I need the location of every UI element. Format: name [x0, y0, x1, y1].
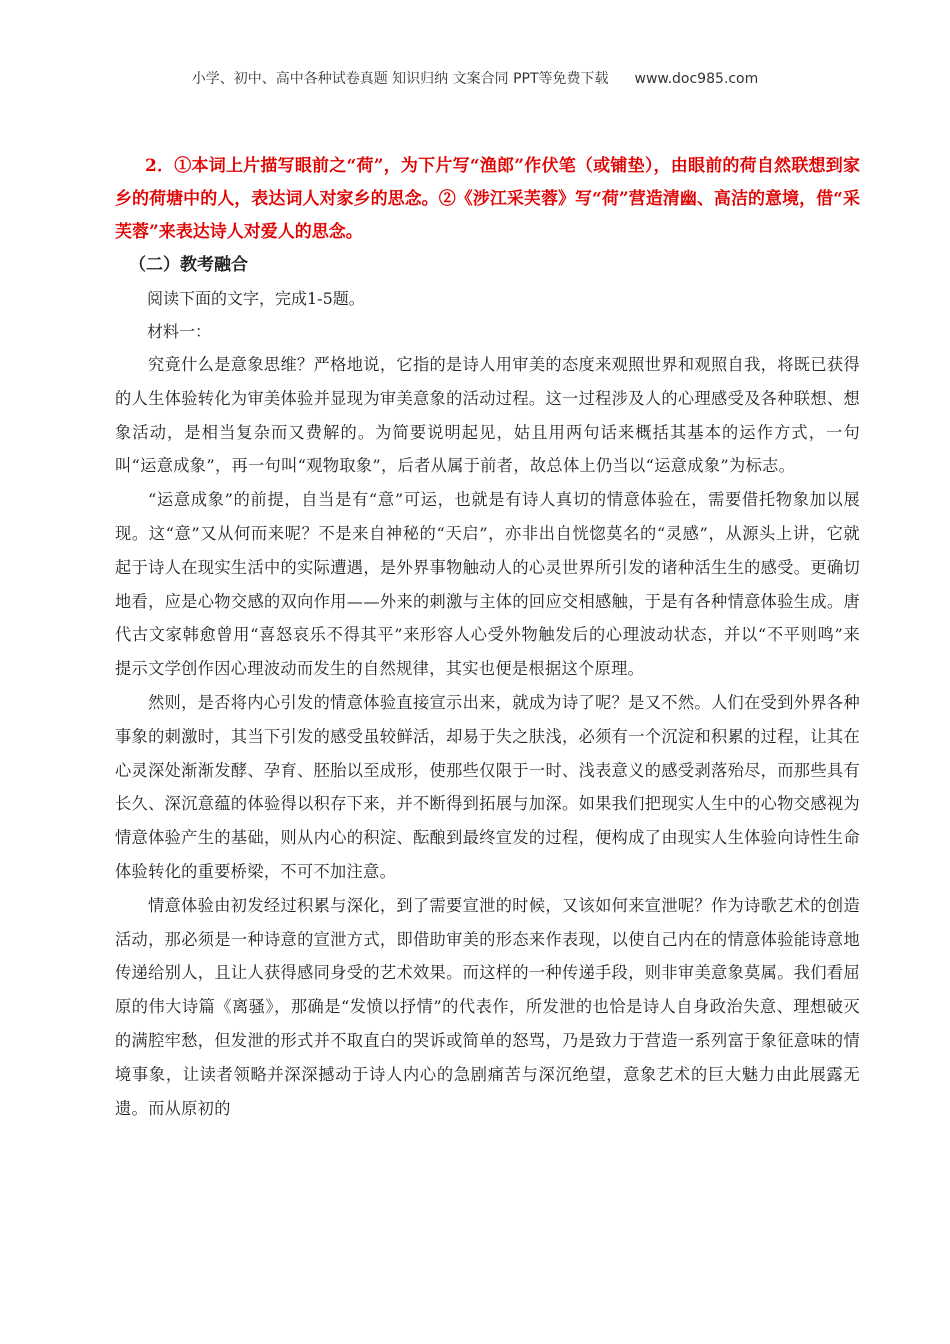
header-site-link[interactable]: www.doc985.com: [634, 71, 759, 87]
material-label: 材料一：: [147, 322, 212, 341]
body-paragraph-2: “运意成象”的前提，自当是有“意”可运，也就是有诗人真切的情意体验在，需要借托物象加以展现。这“意”又从何而来呢？不是来自神秘的“天启”，亦非出自恍惚莫名的“灵感”，从源头上讲，它就起于诗人在现实生活中的实际遭遇，是外界事物触动人的心灵世界所引发的诸种活生生的感受。更确切地看，应是心物交感的双向作用——外来的刺激与主体的回应交相感触，于是有各种情意体验生成。唐代古文家韩愈曾用“喜怒哀乐不得其平”来形容人心受外物触发后的心理波动状态，并以“不平则鸣”来提示文学创作因心理波动而发生的自然规律，其实也便是根据这个原理。: [115, 490, 860, 679]
body-paragraph-4: 情意体验由初发经过积累与深化，到了需要宣泄的时候，又该如何来宣泄呢？作为诗歌艺术的创造活动，那必须是一种诗意的宣泄方式，即借助审美的形态来作表现，以使自己内在的情意体验能诗意地传递给别人，且让人获得感同身受的艺术效果。而这样的一种传递手段，则非审美意象莫属。我们看屈原的伟大诗篇《离骚》，那确是“发愤以抒情”的代表作，所发泄的也恰是诗人自身政治失意、理想破灭的满腔牢愁，但发泄的形式并不取直白的哭诉或简单的怒骂，乃是致力于营造一系列富于象征意味的情境事象，让读者领略并深深撼动于诗人内心的急剧痛苦与深沉绝望，意象艺术的巨大魅力由此展露无遗。而从原初的: [115, 895, 860, 1118]
document-body: [115, 150, 860, 1125]
body-paragraph-1: 究竟什么是意象思维？严格地说，它指的是诗人用审美的态度来观照世界和观照自我，将既已获得的人生体验转化为审美体验并显现为审美意象的活动过程。这一过程涉及人的心理感受及各种联想、想象活动，是相当复杂而又费解的。为简要说明起见，姑且用两句话来概括其基本的运作方式，一句叫“运意成象”，再一句叫“观物取象”，后者从属于前者，故总体上仍当以“运意成象”为标志。: [115, 355, 860, 476]
section-heading: （二）教考融合: [129, 255, 248, 275]
answer-paragraph: 2．①本词上片描写眼前之“荷”，为下片写“渔郎”作伏笔（或铺垫），由眼前的荷自然联想到家乡的荷塘中的人，表达词人对家乡的思念。②《涉江采芙蓉》写“荷”营造清幽、高洁的意境，借“采芙蓉”来表达诗人对爱人的思念。: [115, 156, 860, 242]
instruction-text: 阅读下面的文字，完成1-5题。: [147, 289, 365, 308]
header-text: 小学、初中、高中各种试卷真题 知识归纳 文案合同 PPT等免费下载: [191, 71, 609, 87]
page-header: [0, 68, 950, 88]
body-paragraph-3: 然则，是否将内心引发的情意体验直接宣示出来，就成为诗了呢？是又不然。人们在受到外界各种事象的刺激时，其当下引发的感受虽较鲜活，却易于失之肤浅，必须有一个沉淀和积累的过程，让其在心灵深处渐渐发酵、孕育、胚胎以至成形，使那些仅限于一时、浅表意义的感受剥落殆尽，而那些具有长久、深沉意蕴的体验得以积存下来，并不断得到拓展与加深。如果我们把现实人生中的心物交感视为情意体验产生的基础，则从内心的积淀、酝酿到最终宣发的过程，便构成了由现实人生体验向诗性生命体验转化的重要桥梁，不可不加注意。: [115, 692, 860, 881]
